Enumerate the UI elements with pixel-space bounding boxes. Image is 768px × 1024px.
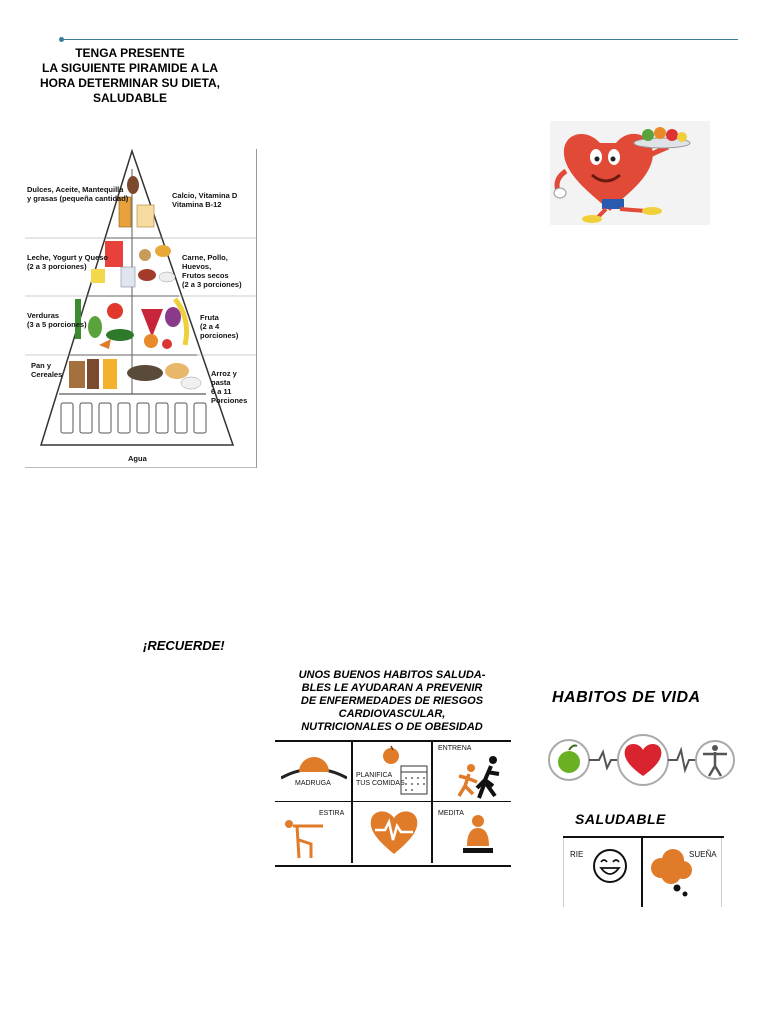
- habit-label-entrena: ENTRENA: [438, 745, 472, 752]
- habit-label-suena: SUEÑA: [689, 850, 717, 859]
- sunrise-icon: [281, 752, 347, 782]
- label-bread: Pan y Cereales: [31, 361, 63, 379]
- label-calcium: Calcio, Vitamina D Vitamina B-12: [172, 191, 238, 209]
- calendar-apple-icon: [381, 744, 429, 798]
- habits-title: HABITOS DE VIDA: [552, 689, 701, 706]
- label-dairy: Leche, Yogurt y Queso (2 a 3 porciones): [27, 253, 108, 271]
- reminder-heading: ¡RECUERDE!: [143, 638, 225, 653]
- stretching-person-icon: [283, 814, 327, 860]
- header-rule: [62, 39, 738, 40]
- label-vegetables: Verduras (3 a 5 porciones): [27, 311, 87, 329]
- habit-cell-rie: [563, 838, 643, 907]
- habit-label-medita: MEDITA: [438, 810, 464, 817]
- habit-cell-heart: [353, 802, 433, 863]
- habit-cell-planifica: [353, 742, 433, 802]
- habit-label-madruga: MADRUGA: [295, 780, 331, 787]
- label-water: Agua: [128, 454, 147, 463]
- laughing-face-icon: [592, 848, 628, 884]
- dream-cloud-icon: [647, 846, 697, 900]
- page-title: TENGA PRESENTE LA SIGUIENTE PIRAMIDE A LA HORA DETERMINAR SU DIETA, SALUDABLE: [40, 46, 220, 105]
- habit-cell-madruga: [275, 742, 353, 802]
- habit-cell-suena: [643, 838, 722, 907]
- habits-icons-row: [547, 728, 737, 792]
- habit-cell-medita: [433, 802, 511, 863]
- heartbeat-icon: [369, 808, 419, 856]
- habit-cell-entrena: [433, 742, 511, 802]
- reminder-text: UNOS BUENOS HABITOS SALUDA- BLES LE AYUDARAN A PREVENIR DE ENFERMEDADES DE RIESGOS CARDIOVASCULAR, NUTRICIONALES O DE OBESIDAD: [298, 669, 486, 733]
- running-heart-illustration: [550, 121, 710, 225]
- habits-vida-grid: [563, 836, 724, 907]
- label-sweets: Dulces, Aceite, Mantequilla y grasas (pequeña cantidad): [27, 185, 129, 203]
- runners-icon: [457, 754, 507, 800]
- habits-subtitle: SALUDABLE: [575, 811, 666, 827]
- habits-grid: [275, 740, 511, 867]
- meditation-icon: [463, 814, 493, 856]
- heart-character-icon: [550, 121, 710, 225]
- habit-cell-estira: [275, 802, 353, 863]
- habit-label-planifica: PLANIFICA TUS COMIDAS: [356, 772, 405, 787]
- habit-label-estira: ESTIRA: [319, 810, 345, 817]
- label-rice: Arroz y pasta 6 a 11 Porciones: [211, 369, 248, 405]
- habit-label-rie: RIE: [570, 850, 584, 859]
- label-meat: Carne, Pollo, Huevos, Frutos secos (2 a 3 porciones): [182, 253, 242, 289]
- food-pyramid: [25, 149, 257, 468]
- label-fruit: Fruta (2 a 4 porciones): [200, 313, 239, 340]
